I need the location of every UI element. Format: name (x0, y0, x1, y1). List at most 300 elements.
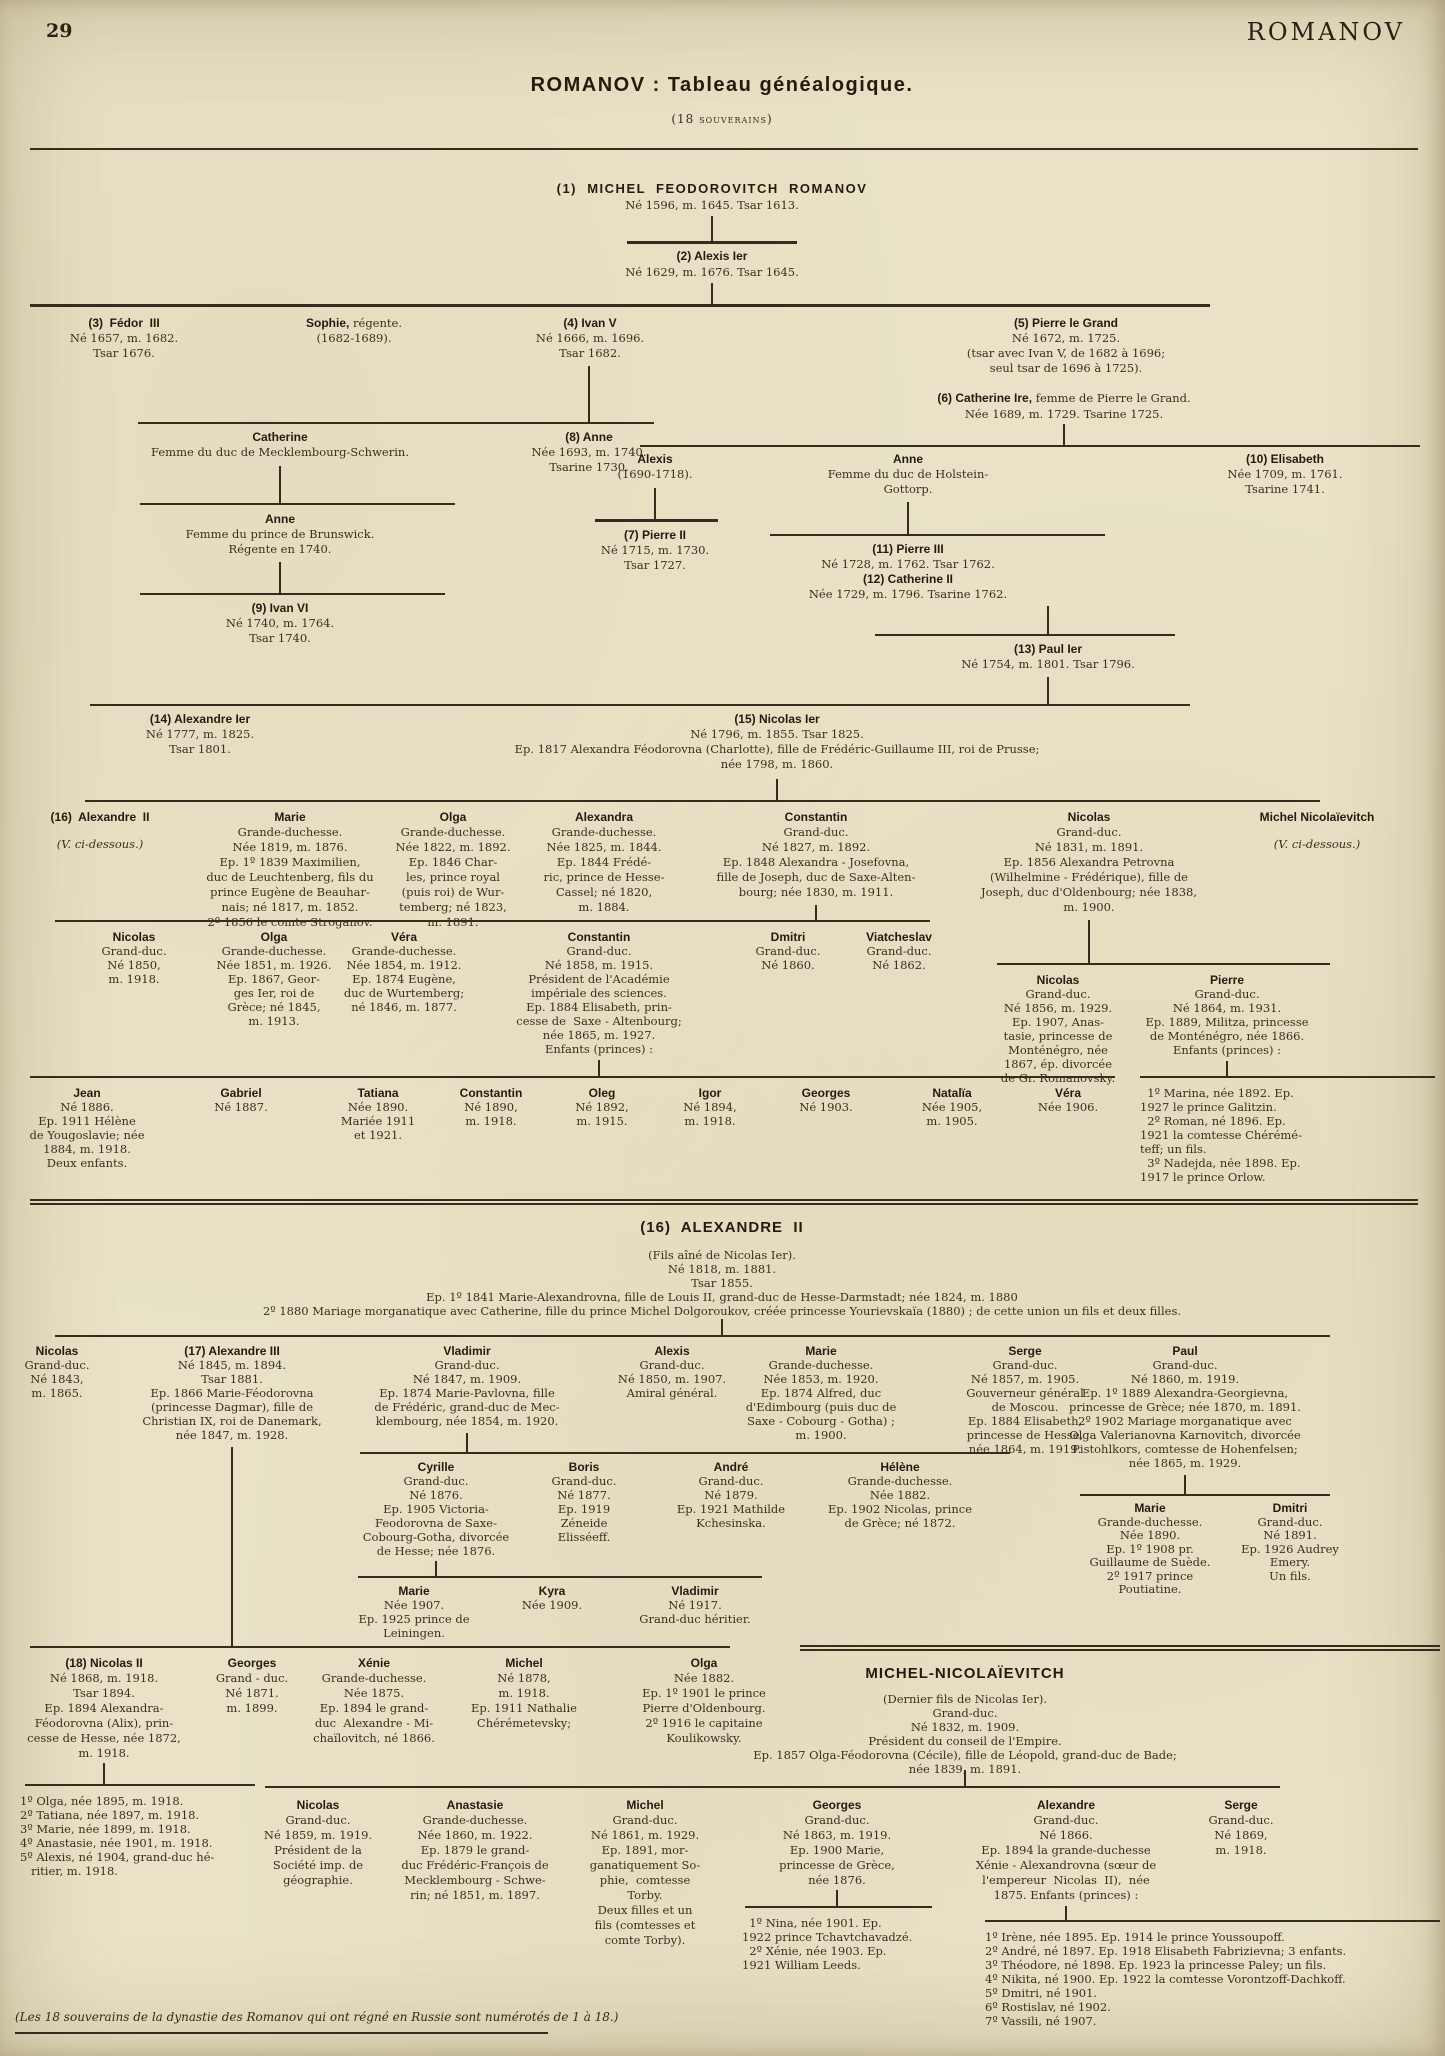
text-line: ganatiquement So- (589, 1858, 701, 1872)
text-line: Dmitri (770, 930, 806, 944)
node-prince-georges (799, 1086, 852, 1114)
text-line: Ep. 1857 Olga-Féodorovna (Cécile), fille de Léopold, grand-duc de Bade; (753, 1748, 1177, 1762)
text-line: Ep. 1866 Marie-Féodorovna (150, 1386, 314, 1400)
node-michel-1861 (590, 1798, 700, 1948)
text-line: Serge (1224, 1798, 1258, 1812)
text-line: Kyra (538, 1584, 566, 1598)
text-line: Régente en 1740. (228, 542, 332, 556)
text-line: m. 1915. (576, 1114, 628, 1128)
text-line: Grand-duc. (804, 1813, 870, 1827)
text-line: Né 1672, m. 1725. (1011, 331, 1121, 345)
text-line: Gottorp. (883, 482, 933, 496)
text-line: chaïlovitch, né 1866. (313, 1731, 435, 1745)
text-line: Grand-duc. (285, 1813, 351, 1827)
connector-line (1047, 677, 1049, 704)
connector-line (1140, 1076, 1435, 1078)
text-line: Xénie (357, 1656, 391, 1670)
node-sovereigns-11-12 (809, 542, 1007, 602)
text-line: Né 1864, m. 1931. (1172, 1001, 1282, 1015)
text-line: 2º 1856 le comte Stroganov. (207, 915, 373, 929)
text-line: Né 1887. (214, 1100, 268, 1114)
connector-line (770, 534, 1105, 536)
node-nicolas-1831 (981, 810, 1197, 915)
text-line: Tsar 1740. (249, 631, 311, 645)
text-line: Grand - duc. (215, 1671, 289, 1685)
node-michel-1878 (471, 1656, 577, 1731)
text-line: Grand-duc. (866, 944, 932, 958)
text-line: de Moscou. (991, 1400, 1059, 1414)
connector-line (140, 503, 455, 505)
text-line: 2º Xénie, née 1903. Ep. (742, 1944, 887, 1958)
text-line: impériale des sciences. (531, 986, 667, 1000)
text-line: Né 1832, m. 1909. (910, 1720, 1020, 1734)
running-head: ROMANOV (1246, 18, 1405, 46)
text-line: (2) Alexis Ier (676, 249, 748, 263)
text-line: Né 1877. (557, 1488, 611, 1502)
text-line: Née 1907. (383, 1598, 445, 1612)
node-sophie-regente (306, 316, 402, 346)
text-line: Née 1854, m. 1912. (346, 958, 462, 972)
text-line: Guillaume de Suède. (1089, 1555, 1211, 1569)
text-line: Xénie - Alexandrovna (sœur de (975, 1858, 1157, 1872)
page-subtitle: (18 souverains) (671, 112, 773, 126)
text-line: Grande-duchesse. (221, 944, 327, 958)
connector-line (907, 502, 909, 534)
text-line: m. 1891. (427, 915, 479, 929)
text-line: Né 1858, m. 1915. (544, 958, 654, 972)
text-line: 4º Anastasie, née 1901, m. 1918. (20, 1836, 213, 1850)
text-line: Georges (227, 1656, 277, 1670)
node-prince-oleg (575, 1086, 628, 1128)
text-line: Oleg (588, 1086, 616, 1100)
text-line: 1º Marina, née 1892. Ep. (1140, 1086, 1294, 1100)
text-line: Ep. 1817 Alexandra Féodorovna (Charlotte), fille de Frédéric-Guillaume III, roi de Prusse; (514, 742, 1040, 756)
node-serge-1857 (966, 1344, 1084, 1456)
text-line: Michel (626, 1798, 664, 1812)
text-line: (10) Elisabeth (1245, 452, 1325, 466)
node-prince-igor (683, 1086, 736, 1128)
text-line: Née 1819, m. 1876. (232, 840, 348, 854)
text-line: Gabriel (220, 1086, 262, 1100)
text-line: géographie. (283, 1873, 353, 1887)
node-nicolas-1859 (264, 1798, 372, 1888)
text-line: Ep. 1º 1841 Marie-Alexandrovna, fille de Louis II, grand-duc de Hesse-Darmstadt; née 1824, m. 1880 (426, 1290, 1018, 1304)
text-line: 2º 1880 Mariage morganatique avec Catherine, fille du prince Michel Dolgoroukov, créée princesse Yourievskaïa (1880) ; de cette union un fils et deux filles. (262, 1304, 1182, 1318)
text-line: (1690-1718). (617, 467, 693, 481)
text-line: Sophie, régente. (306, 316, 402, 330)
text-line: Deux enfants. (46, 1156, 128, 1170)
node-sovereign-2-alexis (625, 248, 799, 280)
text-line: m. 1918. (78, 1746, 130, 1760)
text-line: Alexandre (1036, 1798, 1096, 1812)
text-line: Mecklembourg - Schwe- (404, 1873, 546, 1887)
text-line: 1875. Enfants (princes) : (993, 1888, 1139, 1902)
node-kyra-1909 (522, 1584, 582, 1612)
node-anastasie-1860 (401, 1798, 548, 1903)
text-line: Grande-duchesse. (400, 825, 506, 839)
text-line: Ep. 1894 Alexandra- (44, 1701, 164, 1715)
text-line: de Yougoslavie; née (29, 1128, 145, 1142)
text-line: cesse de Saxe - Altenbourg; (516, 1014, 682, 1028)
text-line: Vladimir (443, 1344, 491, 1358)
text-line: Anastasie (446, 1798, 504, 1812)
text-line: Née 1689, m. 1729. Tsarine 1725. (964, 407, 1164, 421)
node-prince-gabriel (214, 1086, 267, 1114)
node-olga-1882 (642, 1656, 766, 1746)
text-line: (12) Catherine II (862, 572, 954, 586)
text-line: Paul (1172, 1344, 1198, 1358)
connector-line (800, 1645, 1440, 1647)
text-line: Ep. 1891, mor- (601, 1843, 689, 1857)
text-line: Ep. 1921 Mathilde (676, 1502, 786, 1516)
node-viatcheslav-1862 (866, 930, 932, 972)
text-line: Enfants (princes) : (1172, 1043, 1282, 1057)
connector-line (90, 704, 1190, 706)
node-princesse-vera (1038, 1086, 1098, 1114)
node-alexandre-1866 (976, 1798, 1156, 1903)
text-line: Président de l'Académie (528, 972, 670, 986)
text-line: Grand-duc. (551, 1474, 617, 1488)
text-line: (Dernier fils de Nicolas Ier). (883, 1692, 1047, 1706)
connector-line (55, 1335, 1330, 1337)
text-line: (14) Alexandre Ier (149, 712, 251, 726)
connector-line (836, 1890, 838, 1906)
text-line: Femme du duc de Holstein- (827, 467, 989, 481)
connector-line (711, 283, 713, 304)
text-line: Anne (265, 512, 295, 526)
node-sovereign-5-pierre-le-grand (967, 316, 1165, 376)
text-line: Pistohlkors, comtesse de Hohenfelsen; (1072, 1442, 1298, 1456)
text-line: Président de la (274, 1843, 362, 1857)
node-sovereign-4-ivan-v (536, 316, 644, 361)
text-line: Serge (1008, 1344, 1042, 1358)
text-line: Née 1729, m. 1796. Tsarine 1762. (808, 587, 1008, 601)
text-line: prince Eugène de Beauhar- (210, 885, 370, 899)
text-line: Ep. 1907, Anas- (1011, 1015, 1104, 1029)
text-line: Née 1853, m. 1920. (763, 1372, 879, 1386)
text-line: Ep. 1919 (557, 1502, 611, 1516)
text-line: née 1865, m. 1929. (1128, 1456, 1242, 1470)
text-line: Gouverneur général (966, 1386, 1084, 1400)
text-line: Ep. 1884 Elisabeth, prin- (526, 1000, 672, 1014)
connector-line (30, 1076, 1115, 1078)
text-line: Née 1882. (673, 1671, 735, 1685)
text-line: Femme du prince de Brunswick. (185, 527, 375, 541)
text-line: Kchesinska. (696, 1516, 766, 1530)
text-line: (V. ci-dessous.) (56, 837, 144, 851)
text-line: d'Edimbourg (puis duc de (745, 1400, 897, 1414)
node-princesse-tatiana (341, 1086, 415, 1142)
node-serge-1869 (1208, 1798, 1273, 1858)
text-line: (11) Pierre III (872, 542, 944, 556)
text-line: 1º Olga, née 1895, m. 1918. (20, 1794, 184, 1808)
text-line: Né 1903. (799, 1100, 853, 1114)
text-line: temberg; né 1823, (399, 900, 507, 914)
text-line: Mariée 1911 (340, 1114, 416, 1128)
text-line: m. 1913. (248, 1014, 300, 1028)
text-line: phie, comtesse (599, 1873, 691, 1887)
text-line: Née 1825, m. 1844. (546, 840, 662, 854)
connector-line (435, 1561, 437, 1576)
text-line: Né 1869, (1214, 1828, 1268, 1842)
text-line: André (713, 1460, 749, 1474)
connector-line (1080, 1494, 1330, 1496)
connector-line (1088, 920, 1090, 963)
connector-line (721, 1319, 723, 1335)
node-andre-1879 (677, 1460, 785, 1530)
connector-line (265, 1786, 1280, 1788)
text-line: Ep. 1900 Marie, (789, 1843, 885, 1857)
text-line: Alexis (654, 1344, 690, 1358)
connector-line (997, 963, 1330, 965)
node-princesse-natalia (922, 1086, 982, 1128)
connector-line (30, 1203, 1418, 1205)
text-line: de Hesse; née 1876. (376, 1544, 496, 1558)
node-georges-1871 (216, 1656, 288, 1716)
text-line: Né 1892, (575, 1100, 629, 1114)
text-line: m. 1884. (578, 900, 630, 914)
text-line: Né 1856, m. 1929. (1003, 1001, 1113, 1015)
text-line: Emery. (1269, 1555, 1311, 1569)
text-line: (princesse Dagmar), fille de (150, 1400, 314, 1414)
text-line: Tsarine 1730. (549, 460, 629, 474)
node-sovereign-7-pierre-ii (601, 528, 709, 573)
text-line: Né 1777, m. 1825. (145, 727, 255, 741)
node-sovereign-17-alexandre-iii (142, 1344, 321, 1442)
text-line: Tsar 1801. (169, 742, 231, 756)
text-line: Né 1866. (1039, 1828, 1093, 1842)
text-line: Né 1850, (107, 958, 161, 972)
text-line: Ep. 1856 Alexandra Petrovna (1003, 855, 1175, 869)
text-line: (9) Ivan VI (251, 601, 309, 615)
text-line: Né 1878, (497, 1671, 551, 1685)
text-line: Grand-duc. (698, 1474, 764, 1488)
text-line: Nicolas (1036, 973, 1080, 987)
text-line: Amiral général. (626, 1386, 718, 1400)
text-line: (5) Pierre le Grand (1013, 316, 1119, 330)
text-line: nais; né 1817, m. 1852. (221, 900, 359, 914)
footnote: (Les 18 souverains de la dynastie des Romanov qui ont régné en Russie sont numérotés de 1 à 18.) (15, 2010, 619, 2024)
text-line: Grand-duc. (1257, 1514, 1323, 1529)
text-line: Catherine (252, 430, 308, 444)
node-helene-1882 (828, 1460, 972, 1530)
text-line: Ep. 1848 Alexandra - Josefovna, (722, 855, 910, 869)
text-line: 1884, m. 1918. (43, 1142, 131, 1156)
text-line: Constantin (784, 810, 848, 824)
text-line: Tsarine 1741. (1245, 482, 1325, 496)
text-line: 6º Rostislav, né 1902. (985, 2000, 1111, 2014)
text-line: ritier, m. 1918. (20, 1864, 118, 1878)
text-line: Né 1879. (704, 1488, 758, 1502)
text-line: (13) Paul Ier (1013, 642, 1083, 656)
text-line: Ep. 1926 Audrey (1241, 1541, 1339, 1556)
text-line: Née 1693, m. 1740. (531, 445, 647, 459)
text-line: Né 1831, m. 1891. (1034, 840, 1144, 854)
text-line: Tsar 1682. (559, 346, 621, 360)
text-line: duc de Leuchtenberg, fils du (206, 870, 374, 884)
text-line: bourg; née 1830, m. 1911. (738, 885, 894, 899)
text-line: Ep. 1911 Hélène (38, 1114, 136, 1128)
text-line: 1917 le prince Orlow. (1140, 1170, 1266, 1184)
text-line: Née 1905, (921, 1100, 983, 1114)
text-line: Koulikowsky. (666, 1731, 742, 1745)
text-line: Cyrille (417, 1460, 455, 1474)
node-alexis-tsarevitch (617, 452, 692, 482)
node-alexandra-1825 (544, 810, 665, 915)
text-line: Grand-duc. (1194, 987, 1260, 1001)
text-line: Grande-duchesse. (1097, 1514, 1203, 1529)
node-nicolas-1850 (101, 930, 166, 986)
text-line: Ep. 1º 1908 pr. (1106, 1541, 1194, 1556)
connector-line (30, 1199, 1418, 1201)
text-line: Tsar 1727. (624, 558, 686, 572)
text-line: MICHEL-NICOLAÏEVITCH (865, 1665, 1065, 1682)
text-line: Grand-duc. (1056, 825, 1122, 839)
connector-line (711, 216, 713, 241)
text-line: Né 1894, (683, 1100, 737, 1114)
text-line: les, prince royal (405, 870, 500, 884)
node-sovereign-6-catherine-i (937, 390, 1190, 422)
text-line: Igor (698, 1086, 722, 1100)
text-line: Un fils. (1269, 1568, 1311, 1583)
text-line: Né 1857, m. 1905. (970, 1372, 1080, 1386)
text-line: 3º Nadejda, née 1898. Ep. (1140, 1156, 1301, 1170)
node-alexis-1850 (618, 1344, 726, 1400)
node-vera-1854 (344, 930, 464, 1014)
text-line: Né 1860, m. 1919. (1130, 1372, 1240, 1386)
text-line: Ep. 1884 Elisabeth, (967, 1414, 1083, 1428)
connector-line (985, 1920, 1440, 1922)
connector-line (25, 1784, 255, 1786)
text-line: Né 1796, m. 1855. Tsar 1825. (690, 727, 864, 741)
text-line: 2º Roman, né 1896. Ep. (1140, 1114, 1286, 1128)
text-line: l'empereur Nicolas II), née (982, 1873, 1150, 1887)
text-line: Nicolas (35, 1344, 79, 1358)
node-xenie-1875 (313, 1656, 435, 1746)
node-paul-1860 (1069, 1344, 1301, 1470)
text-line: Chérémetevsky; (476, 1716, 572, 1730)
text-line: Ep. 1894 la grande-duchesse (981, 1843, 1151, 1857)
node-georges-1863 (779, 1798, 895, 1888)
text-line: m. 1905. (926, 1114, 978, 1128)
text-line: Alexis (637, 452, 673, 466)
text-line: m. 1918. (498, 1686, 550, 1700)
text-line: Tsar 1676. (93, 346, 155, 360)
text-line: 2º 1917 prince (1106, 1568, 1194, 1583)
text-line: Olga Valerianovna Karnovitch, divorcée (1069, 1428, 1301, 1442)
connector-line (1047, 606, 1049, 634)
connector-line (138, 422, 654, 424)
text-line: m. 1918. (684, 1114, 736, 1128)
text-line: Grand-duc. (1152, 1358, 1218, 1372)
connector-line (358, 1576, 762, 1578)
text-line: 2º Tatiana, née 1897, m. 1918. (20, 1808, 200, 1822)
text-line: Grande-duchesse. (422, 1813, 528, 1827)
text-line: teff; un fils. (1140, 1142, 1207, 1156)
text-line: Né 1890, (464, 1100, 518, 1114)
text-line: Grand-duc. (639, 1358, 705, 1372)
text-line: Marie (274, 810, 306, 824)
node-vladimir-1917 (639, 1584, 750, 1626)
text-line: 1º Irène, née 1895. Ep. 1914 le prince Youssoupoff. (985, 1930, 1285, 1944)
text-line: Né 1657, m. 1682. (69, 331, 179, 345)
text-line: m. 1900. (1063, 900, 1115, 914)
node-enfants-d-alexandre (985, 1930, 1346, 2028)
text-line: 7º Vassili, né 1907. (985, 2014, 1097, 2028)
connector-line (800, 1649, 1440, 1651)
text-line: Alexandra (574, 810, 634, 824)
text-line: princesse de Hesse, (966, 1428, 1084, 1442)
text-line: Georges (812, 1798, 862, 1812)
text-line: Grand-duc héritier. (639, 1612, 751, 1626)
text-line: princesse de Grèce; née 1870, m. 1891. (1069, 1400, 1301, 1414)
text-line: de Monténégro, née 1866. (1149, 1029, 1305, 1043)
text-line: née 1876. (808, 1873, 866, 1887)
text-line: Ep. 1879 le grand- (420, 1843, 530, 1857)
node-sovereign-15-nicolas-i (515, 712, 1040, 772)
text-line: m. 1865. (31, 1386, 83, 1400)
text-line: duc de Wurtemberg; (343, 986, 465, 1000)
text-line: Né 1847, m. 1909. (412, 1372, 522, 1386)
text-line: 2º 1916 le capitaine (645, 1716, 763, 1730)
text-line: Enfants (princes) : (544, 1042, 654, 1056)
text-line: Pierre (1209, 973, 1245, 987)
connector-line (30, 304, 1210, 307)
node-olga-1851 (216, 930, 331, 1028)
text-line: Née 1860, m. 1922. (417, 1828, 533, 1842)
text-line: Ep. 1844 Frédé- (556, 855, 652, 869)
text-line: Née 1875. (343, 1686, 405, 1700)
text-line: (Fils aîné de Nicolas Ier). (648, 1248, 796, 1262)
text-line: Né 1859, m. 1919. (263, 1828, 373, 1842)
node-enfants-de-georges (742, 1916, 912, 1972)
text-line: (Wilhelmine - Frédérique), fille de (989, 870, 1188, 884)
text-line: Ep. 1º 1839 Maximilien, (219, 855, 361, 869)
text-line: et 1921. (353, 1128, 402, 1142)
text-line: (puis roi) de Wur- (401, 885, 505, 899)
node-sovereign-18-nicolas-ii (27, 1656, 181, 1761)
text-line: de Grèce; né 1872. (844, 1516, 956, 1530)
text-line: Olga (260, 930, 288, 944)
text-line: Né 1818, m. 1881. (667, 1262, 777, 1276)
connector-line (30, 148, 1418, 150)
text-line: Véra (390, 930, 418, 944)
text-line: Née 1906. (1037, 1100, 1099, 1114)
node-marie-1853 (746, 1344, 897, 1442)
text-line: Grand-duc. (24, 1358, 90, 1372)
connector-line (15, 2032, 548, 2034)
text-line: Grand-duc. (932, 1706, 998, 1720)
text-line: Ep. 1902 Nicolas, prince (827, 1502, 973, 1516)
text-line: 4º Nikita, né 1900. Ep. 1922 la comtesse Vorontzoff-Dachkoff. (985, 1972, 1346, 1986)
text-line: Marie (1134, 1501, 1166, 1515)
text-line: Né 1871. (225, 1686, 279, 1700)
text-line: Ep. 1905 Victoria- (383, 1502, 489, 1516)
node-boris-1877 (551, 1460, 616, 1544)
text-line: Né 1868, m. 1918. (49, 1671, 159, 1685)
text-line: 2º 1902 Mariage morganatique avec (1078, 1414, 1292, 1428)
text-line: Véra (1054, 1086, 1082, 1100)
text-line: comte Torby). (604, 1933, 686, 1947)
connector-line (588, 366, 590, 422)
text-line: (18) Nicolas II (65, 1656, 143, 1670)
text-line: (16) Alexandre II (50, 810, 150, 824)
text-line: Grand-duc. (1033, 1813, 1099, 1827)
connector-line (598, 1060, 600, 1076)
text-line: Ep. 1º 1889 Alexandra-Georgievna, (1081, 1386, 1289, 1400)
connector-line (231, 1447, 233, 1646)
node-constantin-1827 (717, 810, 916, 900)
